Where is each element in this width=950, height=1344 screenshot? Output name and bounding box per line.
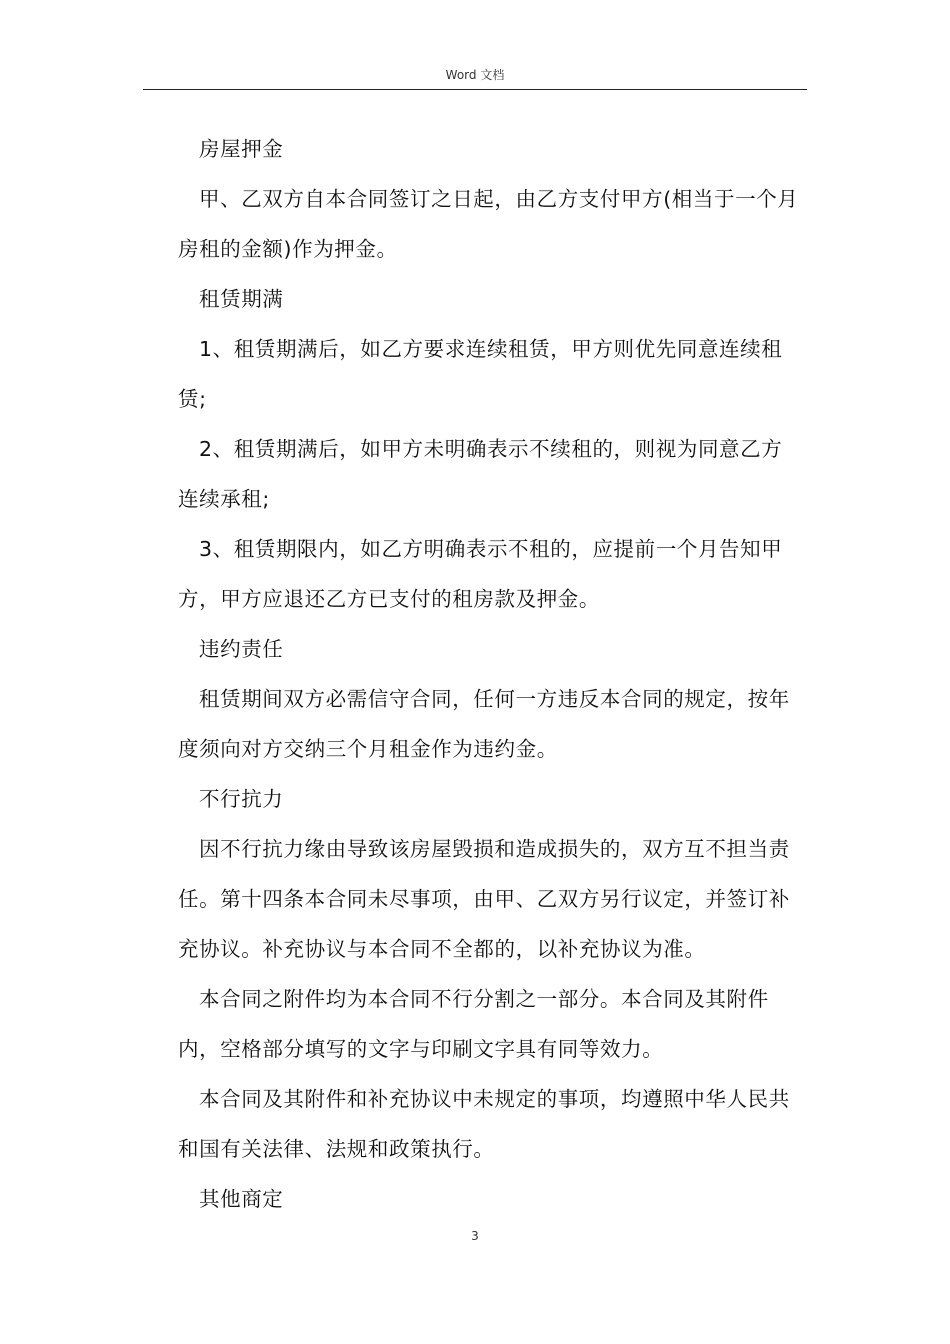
page-number: 3 (471, 1229, 479, 1243)
paragraph-deposit: 甲、乙双方自本合同签订之日起，由乙方支付甲方(相当于一个月房租的金额)作为押金。 (178, 187, 799, 261)
paragraph-attachments: 本合同之附件均为本合同不行分割之一部分。本合同及其附件内，空格部分填写的文字与印刷文字具有同等效力。 (178, 987, 769, 1061)
paragraph-lease-expiry-2: 2、租赁期满后，如甲方未明确表示不续租的，则视为同意乙方连续承租; (178, 437, 783, 511)
section-heading-other: 其他商定 (199, 1187, 284, 1211)
section-heading-deposit: 房屋押金 (199, 137, 284, 161)
page-header (143, 64, 807, 90)
section-heading-breach: 违约责任 (199, 637, 284, 661)
section-heading-lease-expiry: 租赁期满 (199, 287, 284, 311)
paragraph-force-majeure: 因不行抗力缘由导致该房屋毁损和造成损失的，双方互不担当责任。第十四条本合同未尽事项，由甲、乙双方另行议定，并签订补充协议。补充协议与本合同不全都的，以补充协议为准。 (178, 837, 790, 961)
section-heading-force-majeure: 不行抗力 (199, 787, 284, 811)
paragraph-applicable-law: 本合同及其附件和补充协议中未规定的事项，均遵照中华人民共和国有关法律、法规和政策执行。 (178, 1087, 790, 1161)
document-body (178, 124, 802, 1224)
header-title: Word 文档 (445, 68, 505, 82)
paragraph-lease-expiry-3: 3、租赁期限内，如乙方明确表示不租的，应提前一个月告知甲方，甲方应退还乙方已支付的租房款及押金。 (178, 537, 783, 611)
paragraph-lease-expiry-1: 1、租赁期满后，如乙方要求连续租赁，甲方则优先同意连续租赁; (178, 337, 783, 411)
paragraph-breach: 租赁期间双方必需信守合同，任何一方违反本合同的规定，按年度须向对方交纳三个月租金作为违约金。 (178, 687, 790, 761)
